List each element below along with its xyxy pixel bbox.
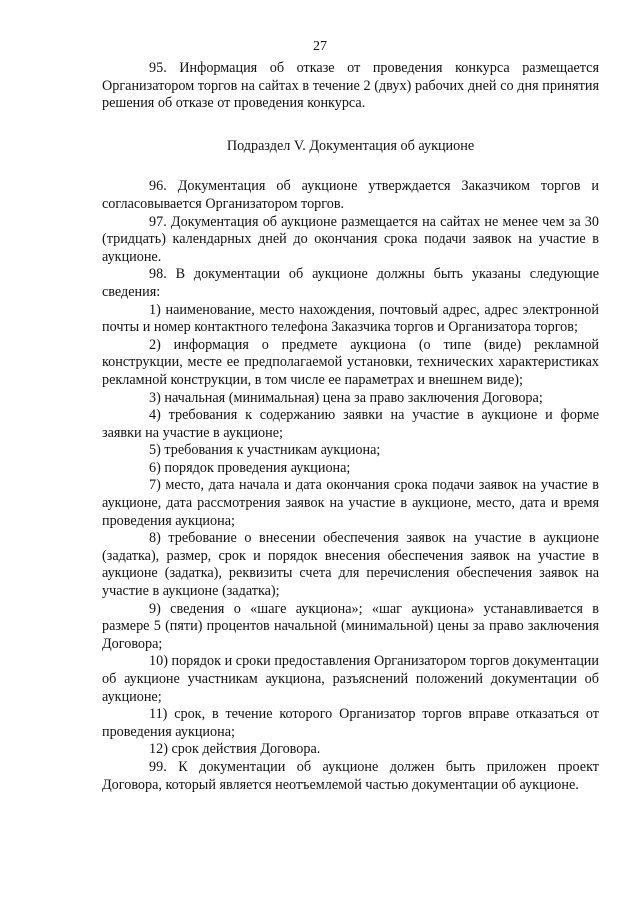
page-number: 27 <box>313 39 327 54</box>
document-body <box>102 60 599 794</box>
paragraph: 96. Документация об аукционе утверждается Заказчиком торгов и согласовывается Организатором торгов. <box>102 178 599 212</box>
paragraph: 2) информация о предмете аукциона (о типе (виде) рекламной конструкции, месте ее предполагаемой установки, технических характеристиках рекламной конструкции, в том числе ее параметрах и внешнем виде); <box>102 336 599 388</box>
paragraph: 8) требование о внесении обеспечения заявок на участие в аукционе (задатка), размер, срок и порядок внесения обеспечения заявок на участие в аукционе (задатка), реквизиты счета для перечисления обеспечения заявок на участие в аукционе (задатка); <box>102 530 599 600</box>
paragraph: 97. Документация об аукционе размещается на сайтах не менее чем за 30 (тридцать) календарных дней до окончания срока подачи заявок на участие в аукционе. <box>102 213 599 265</box>
paragraph: 95. Информация об отказе от проведения конкурса размещается Организатором торгов на сайтах в течение 2 (двух) рабочих дней со дня принятия решения об отказе от проведения конкурса. <box>102 60 599 112</box>
paragraph: 1) наименование, место нахождения, почтовый адрес, адрес электронной почты и номер контактного телефона Заказчика торгов и Организатора торгов; <box>102 301 599 336</box>
paragraph: 11) срок, в течение которого Организатор торгов вправе отказаться от проведения аукциона; <box>102 706 599 740</box>
paragraph: 4) требования к содержанию заявки на участие в аукционе и форме заявки на участие в аукционе; <box>102 407 599 441</box>
paragraph: 9) сведения о «шаге аукциона»; «шаг аукциона» устанавливается в размере 5 (пяти) процентов начальной (минимальной) цены за право заключения Договора; <box>102 600 599 652</box>
paragraph: 6) порядок проведения аукциона; <box>149 459 351 476</box>
paragraph: 5) требования к участникам аукциона; <box>149 442 381 459</box>
paragraph: 10) порядок и сроки предоставления Организатором торгов документации об аукционе участникам аукциона, разъяснений положений документации об аукционе; <box>102 653 599 705</box>
section-heading: Подраздел V. Документация об аукционе <box>226 137 475 154</box>
paragraph: 12) срок действия Договора. <box>149 741 321 758</box>
paragraph: 3) начальная (минимальная) цена за право заключения Договора; <box>149 389 543 406</box>
paragraph: 7) место, дата начала и дата окончания срока подачи заявок на участие в аукционе, дата рассмотрения заявок на участие в аукционе, место, дата и время проведения аукциона; <box>102 477 599 529</box>
paragraph: 99. К документации об аукционе должен быть приложен проект Договора, который является неотъемлемой частью документации об аукционе. <box>102 758 599 793</box>
paragraph: 98. В документации об аукционе должны быть указаны следующие сведения: <box>102 266 599 300</box>
